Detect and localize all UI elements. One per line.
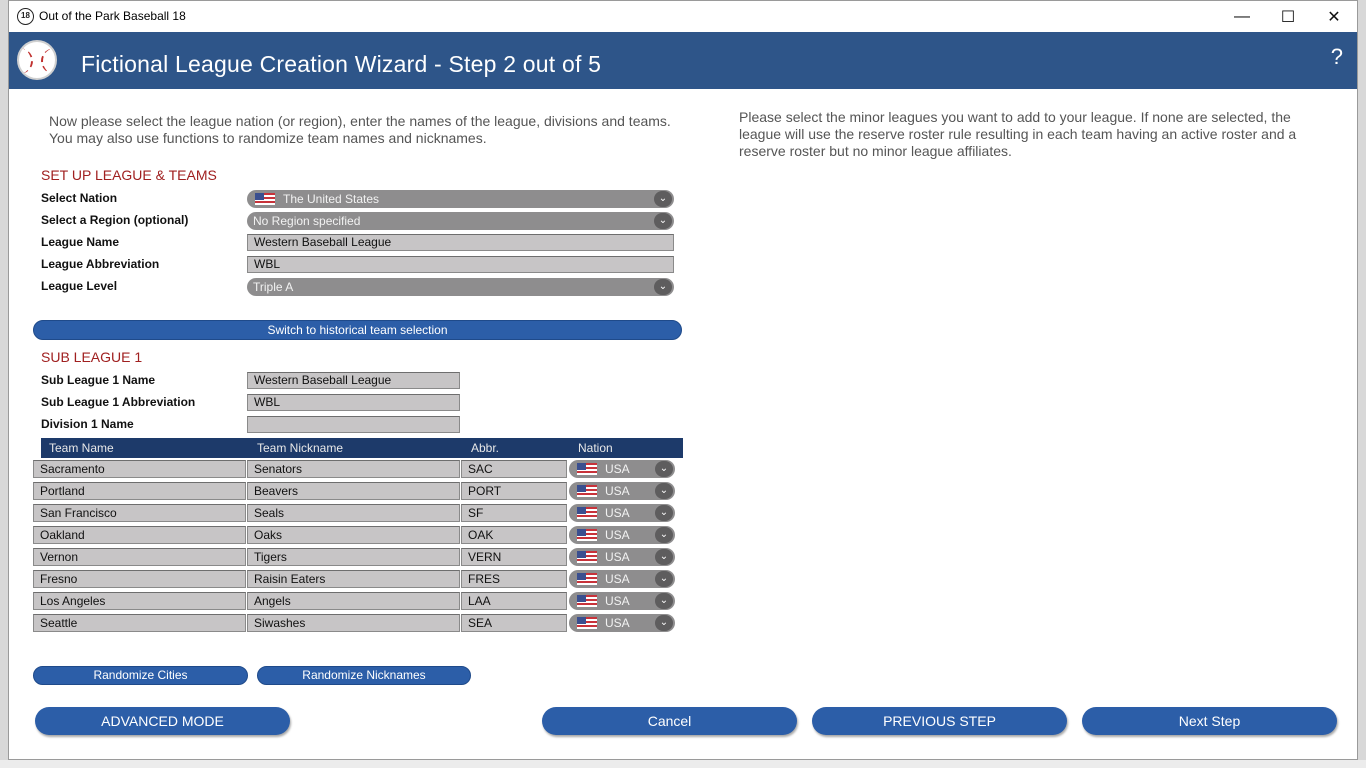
us-flag-icon <box>255 193 275 205</box>
team-nickname-input[interactable]: Seals <box>247 504 460 522</box>
team-abbr-input[interactable]: LAA <box>461 592 567 610</box>
team-nation-value: USA <box>605 572 630 586</box>
title-bar <box>9 1 1357 32</box>
randomize-cities-button[interactable]: Randomize Cities <box>33 666 248 685</box>
chevron-down-icon[interactable]: ⌄ <box>655 615 673 631</box>
team-name-input[interactable]: Los Angeles <box>33 592 246 610</box>
team-nation-select[interactable] <box>569 460 675 478</box>
col-nation: Nation <box>578 441 613 455</box>
app-icon: 18 <box>17 8 34 25</box>
team-nickname-input[interactable]: Angels <box>247 592 460 610</box>
league-abbr-input[interactable]: WBL <box>247 256 674 273</box>
baseball-logo-icon <box>17 40 57 80</box>
chevron-down-icon[interactable]: ⌄ <box>655 483 673 499</box>
team-nation-select[interactable] <box>569 570 675 588</box>
team-nation-value: USA <box>605 484 630 498</box>
us-flag-icon <box>577 529 597 541</box>
maximize-icon[interactable]: ☐ <box>1280 8 1296 26</box>
sub-league-abbr-label: Sub League 1 Abbreviation <box>41 395 196 409</box>
team-abbr-input[interactable]: VERN <box>461 548 567 566</box>
sub-league-name-input[interactable]: Western Baseball League <box>247 372 460 389</box>
league-abbr-label: League Abbreviation <box>41 257 160 271</box>
col-abbr: Abbr. <box>471 441 500 455</box>
team-nickname-input[interactable]: Beavers <box>247 482 460 500</box>
window-title: Out of the Park Baseball 18 <box>39 9 186 23</box>
chevron-down-icon[interactable]: ⌄ <box>654 191 672 207</box>
team-nickname-input[interactable]: Senators <box>247 460 460 478</box>
team-name-input[interactable]: Portland <box>33 482 246 500</box>
league-name-input[interactable]: Western Baseball League <box>247 234 674 251</box>
division-name-label: Division 1 Name <box>41 417 134 431</box>
league-level-label: League Level <box>41 279 118 293</box>
status-bar <box>0 760 1366 768</box>
chevron-down-icon[interactable]: ⌄ <box>655 571 673 587</box>
sub-league-heading: SUB LEAGUE 1 <box>41 349 143 365</box>
team-nation-value: USA <box>605 616 630 630</box>
next-step-button[interactable]: Next Step <box>1082 707 1337 735</box>
team-name-input[interactable]: Seattle <box>33 614 246 632</box>
chevron-down-icon[interactable]: ⌄ <box>655 527 673 543</box>
chevron-down-icon[interactable]: ⌄ <box>655 593 673 609</box>
team-nation-select[interactable] <box>569 526 675 544</box>
team-nation-select[interactable] <box>569 548 675 566</box>
switch-historical-button[interactable]: Switch to historical team selection <box>33 320 682 340</box>
intro-text: Now please select the league nation (or region), enter the names of the league, divisions and teams. You may also use functions to randomize team names and nicknames. <box>49 113 671 146</box>
team-name-input[interactable]: Oakland <box>33 526 246 544</box>
team-nation-select[interactable] <box>569 592 675 610</box>
help-icon[interactable]: ? <box>1330 44 1343 69</box>
nation-label: Select Nation <box>41 191 118 205</box>
team-nation-value: USA <box>605 462 630 476</box>
team-abbr-input[interactable]: PORT <box>461 482 567 500</box>
us-flag-icon <box>577 507 597 519</box>
close-icon[interactable]: ✕ <box>1327 8 1341 26</box>
division-name-input[interactable] <box>247 416 460 433</box>
us-flag-icon <box>577 573 597 585</box>
chevron-down-icon[interactable]: ⌄ <box>655 549 673 565</box>
team-abbr-input[interactable]: SF <box>461 504 567 522</box>
randomize-nicknames-button[interactable]: Randomize Nicknames <box>257 666 471 685</box>
team-nation-select[interactable] <box>569 482 675 500</box>
nation-value: The United States <box>283 192 380 206</box>
team-abbr-input[interactable]: SEA <box>461 614 567 632</box>
team-nation-value: USA <box>605 550 630 564</box>
col-team-nickname: Team Nickname <box>257 441 344 455</box>
region-select[interactable] <box>247 212 674 230</box>
us-flag-icon <box>577 595 597 607</box>
team-abbr-input[interactable]: OAK <box>461 526 567 544</box>
minimize-icon[interactable]: — <box>1234 7 1250 25</box>
col-team-name: Team Name <box>49 441 114 455</box>
us-flag-icon <box>577 463 597 475</box>
team-nickname-input[interactable]: Raisin Eaters <box>247 570 460 588</box>
league-name-label: League Name <box>41 235 120 249</box>
us-flag-icon <box>577 485 597 497</box>
team-abbr-input[interactable]: SAC <box>461 460 567 478</box>
app-window <box>8 0 1358 760</box>
league-level-select[interactable] <box>247 278 674 296</box>
team-table-header <box>41 438 683 458</box>
sub-league-abbr-input[interactable]: WBL <box>247 394 460 411</box>
team-name-input[interactable]: Vernon <box>33 548 246 566</box>
team-nickname-input[interactable]: Siwashes <box>247 614 460 632</box>
sub-league-name-label: Sub League 1 Name <box>41 373 156 387</box>
team-nation-value: USA <box>605 506 630 520</box>
region-label: Select a Region (optional) <box>41 213 189 227</box>
us-flag-icon <box>577 617 597 629</box>
team-abbr-input[interactable]: FRES <box>461 570 567 588</box>
league-level-value: Triple A <box>253 280 294 294</box>
chevron-down-icon[interactable]: ⌄ <box>655 505 673 521</box>
region-value: No Region specified <box>253 214 361 228</box>
nation-select[interactable] <box>247 190 674 208</box>
team-name-input[interactable]: Sacramento <box>33 460 246 478</box>
us-flag-icon <box>577 551 597 563</box>
cancel-button[interactable]: Cancel <box>542 707 797 735</box>
team-nation-value: USA <box>605 594 630 608</box>
chevron-down-icon[interactable]: ⌄ <box>655 461 673 477</box>
chevron-down-icon[interactable]: ⌄ <box>654 213 672 229</box>
previous-step-button[interactable]: PREVIOUS STEP <box>812 707 1067 735</box>
team-nickname-input[interactable]: Oaks <box>247 526 460 544</box>
team-nation-select[interactable] <box>569 614 675 632</box>
team-name-input[interactable]: Fresno <box>33 570 246 588</box>
team-nation-value: USA <box>605 528 630 542</box>
page-title: Fictional League Creation Wizard - Step 2 out of 5 <box>81 51 602 77</box>
chevron-down-icon[interactable]: ⌄ <box>654 279 672 295</box>
team-nation-select[interactable] <box>569 504 675 522</box>
setup-heading: SET UP LEAGUE & TEAMS <box>41 167 217 183</box>
wizard-header <box>9 32 1357 89</box>
team-name-input[interactable]: San Francisco <box>33 504 246 522</box>
minor-league-info: Please select the minor leagues you want to add to your league. If none are selected, the league will use the reserve roster rule resulting in each team having an active roster and a reserve roster but no minor league affiliates. <box>739 109 1297 159</box>
team-nickname-input[interactable]: Tigers <box>247 548 460 566</box>
advanced-mode-button[interactable]: ADVANCED MODE <box>35 707 290 735</box>
